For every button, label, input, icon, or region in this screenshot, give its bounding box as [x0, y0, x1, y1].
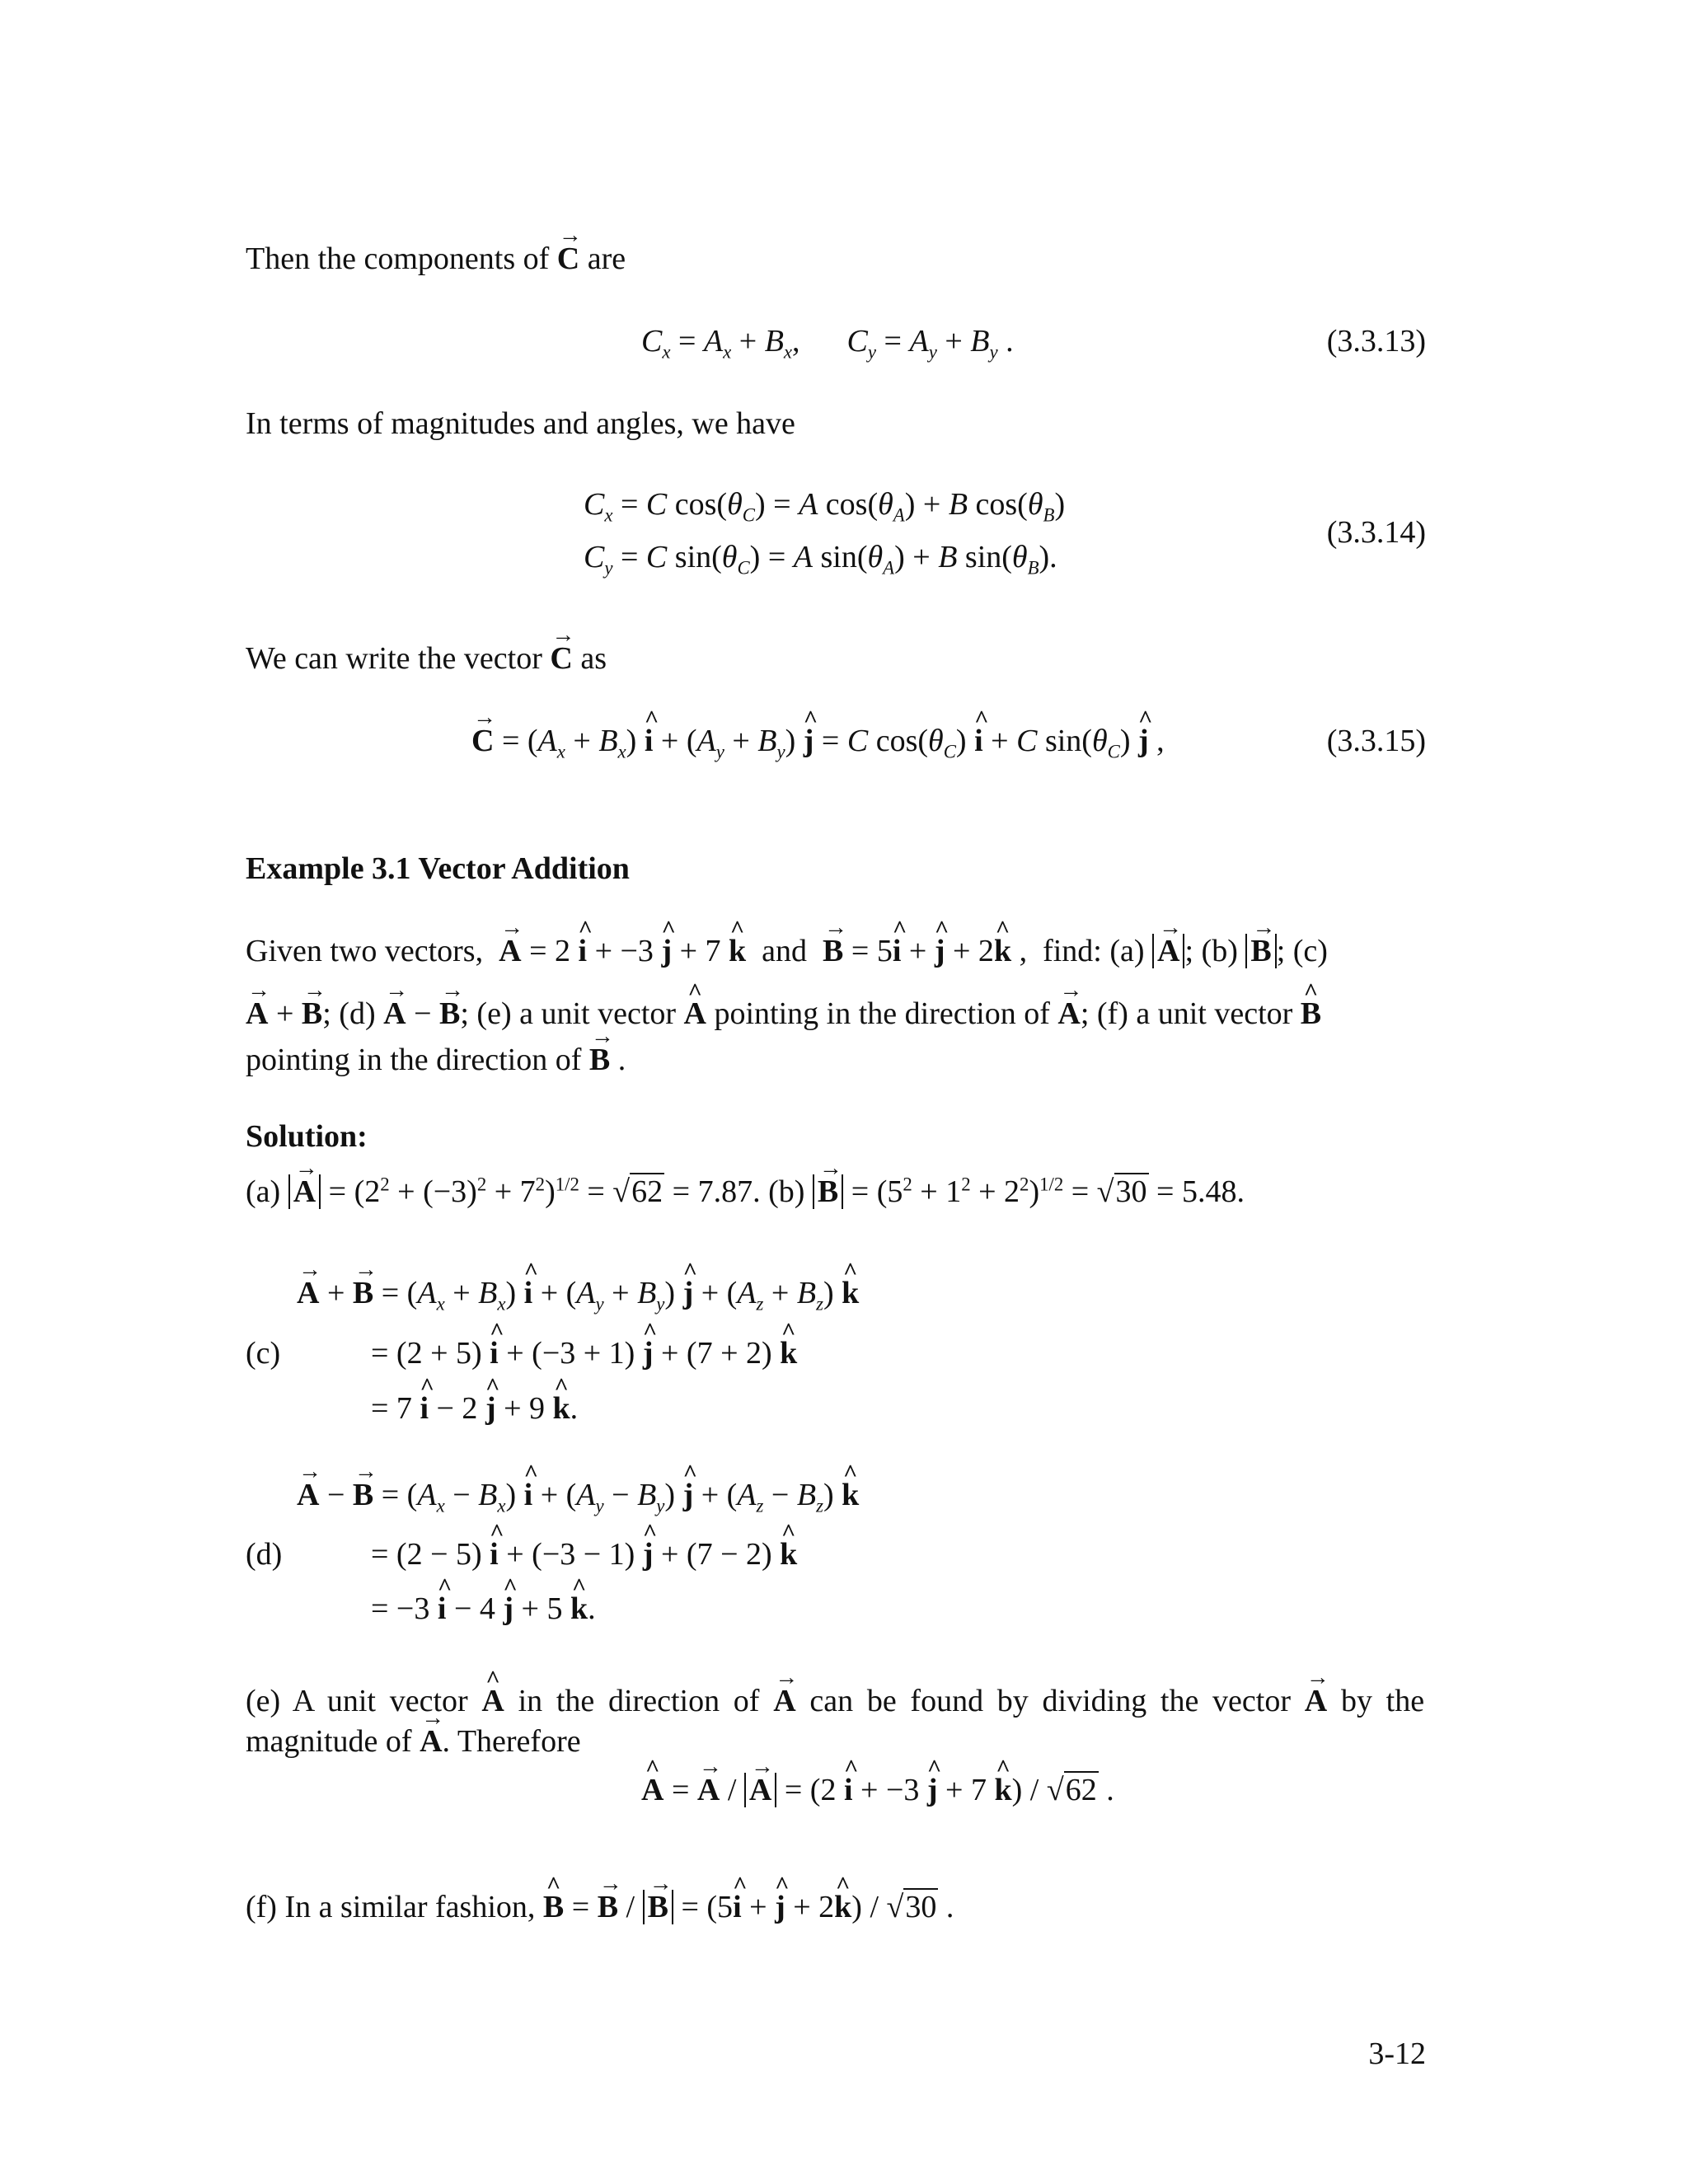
equation-number: (3.3.14) — [1326, 515, 1426, 550]
text-are: are — [587, 241, 626, 276]
label-d: (d) — [246, 1537, 283, 1572]
solution-a-b: $(a) \to A = (2^2 + (-3)^2 + 7^2)^{1/2} = √62 = 7.87$. $(b) \to B = (5^2 + 1^2 + 2^2)^{1/2} = √30 = 5.48$. — [246, 1172, 1424, 1212]
vector-c: → C — [550, 639, 572, 679]
text-e-3: can be found by dividing the vector — [809, 1684, 1292, 1718]
text-part-b: ; (b) — [1184, 934, 1238, 968]
label-c: (c) — [246, 1336, 281, 1371]
text-part-c: ; (c) — [1276, 934, 1328, 968]
paragraph-magnitudes: In terms of magnitudes and angles, we have — [246, 406, 795, 441]
text-part-e: ; (e) a unit vector — [460, 996, 677, 1031]
solution-d-line-1: → A − → $B = (A_x - B_x)$ ^ $i + (A_y - B_y)$ ^ $j + (A_z - B_z)$ ^ k — [297, 1475, 859, 1516]
problem-line-1: Given two vectors, → A = 2 ^ i + −3 ^ j + 7 ^ k and → B = 5^ i + ^ j + 2^ k , find: (a) → A ; (b) → B ; (c) — [246, 931, 1424, 972]
equation-3-3-15: → $C = (A_x + B_x)$ ^ $i + (A_y + B_y)$ ^ j = C $\cos(\theta_C)$ ^ i + C $\sin(\theta_C)$ ^ j , — [471, 721, 1165, 762]
text-part-f: ; (f) a unit vector — [1080, 996, 1293, 1031]
text-find: find: (a) — [1043, 934, 1145, 968]
text-e-5: . Therefore — [442, 1724, 581, 1760]
text-e-2: in the direction of — [518, 1684, 760, 1718]
label-a: (a) — [246, 1174, 281, 1209]
text-e-4: by the magnitude of — [246, 1684, 1425, 1760]
solution-d-line-3: = −3 ^ i − 4 ^ j + 5 ^ k. — [371, 1589, 596, 1629]
value-a: = 7.87 — [672, 1174, 753, 1209]
problem-line-3: pointing in the direction of → B . — [246, 1040, 1424, 1080]
text-part-d: ; (d) — [322, 996, 376, 1031]
text-write: We can write the vector — [246, 641, 542, 676]
paragraph-write-vector — [246, 639, 1424, 679]
text-problem-intro: Given two vectors, — [246, 934, 484, 968]
text-part-e-direction: pointing in the direction of — [714, 996, 1050, 1031]
solution-d-line-2: = (2 − 5) ^ i + (−3 − 1) ^ j + (7 − 2) ^ k — [371, 1535, 797, 1575]
paragraph-components — [246, 239, 1424, 279]
equation-3-3-14-line-1: $C_x = C$ $\cos(\theta_C) = A$ $\cos(\theta_A) + B$ $\cos(\theta_B)$ — [584, 487, 1066, 526]
text-e-1: (e) A unit vector — [246, 1684, 468, 1718]
solution-e-equation: ^ A = → A / → A = (2 ^ i + −3 ^ j + 7 ^ k) / √62 . — [641, 1770, 1114, 1811]
text-as: as — [580, 641, 607, 676]
solution-f: (f) In a similar fashion, ^ B = → B / → B = (5^ i + ^ j + 2^ k) / √30 . — [246, 1887, 1424, 1928]
text-part-f-direction: pointing in the direction of — [246, 1043, 582, 1077]
solution-c-line-3: = 7 ^ i − 2 ^ j + 9 ^ k. — [371, 1389, 578, 1429]
value-b: = 5.48 — [1156, 1174, 1237, 1209]
example-heading: Example 3.1 Vector Addition — [246, 851, 630, 886]
solution-heading: Solution: — [246, 1119, 368, 1154]
solution-c-line-2: = (2 + 5) ^ i + (−3 + 1) ^ j + (7 + 2) ^ k — [371, 1333, 797, 1374]
solution-e-text: (e) A unit vector ^ A in the direction of → A can be found by dividing the vector → A by the magnitude of → A. Therefore — [246, 1681, 1424, 1763]
equation-3-3-14-line-2: $C_y = C$ $\sin(\theta_C) = A$ $\sin(\theta_A) + B$ $\sin(\theta_B)$. — [584, 540, 1057, 579]
text-f: (f) In a similar fashion, — [246, 1890, 536, 1924]
page-number: 3-12 — [1368, 2036, 1426, 2071]
label-b: . (b) — [753, 1174, 805, 1209]
text-components: Then the components of — [246, 241, 550, 276]
equation-3-3-13: $C_x = A_x + B_x$, $C_y = A_y + B_y$ . — [641, 324, 1014, 363]
solution-c-line-1: → A + → $B = (A_x + B_x)$ ^ $i + (A_y + B_y)$ ^ $j + (A_z + B_z)$ ^ k — [297, 1273, 859, 1314]
equation-number: (3.3.15) — [1326, 724, 1426, 758]
problem-line-2: → A + → B; (d) → A − → B; (e) a unit vector ^ A pointing in the direction of → A; (f) a unit vector ^ B — [246, 994, 1424, 1034]
vector-c: → C — [557, 239, 579, 279]
equation-number: (3.3.13) — [1326, 324, 1426, 359]
